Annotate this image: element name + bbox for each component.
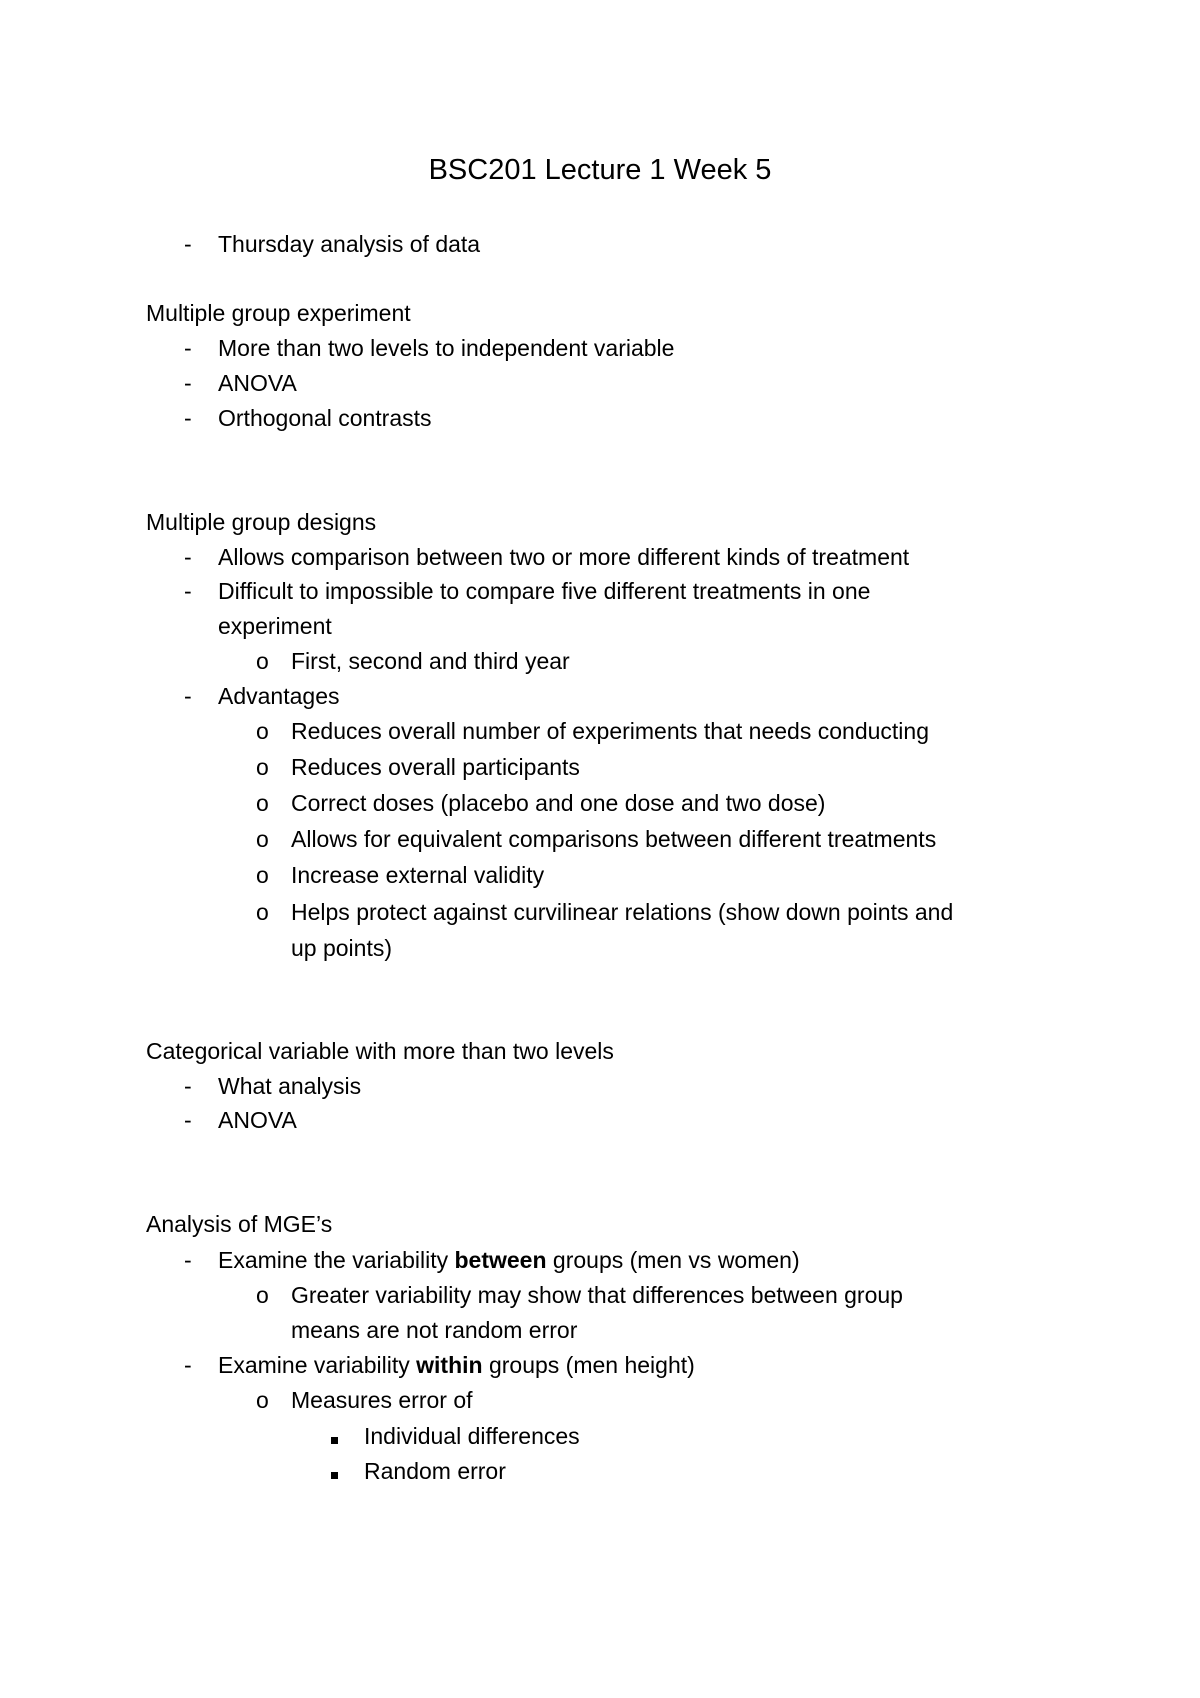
list-item — [364, 1421, 580, 1451]
list-item-text: Allows for equivalent comparisons between different treatments — [291, 826, 937, 852]
circle-bullet: o — [256, 862, 269, 888]
list-item-continuation: up points) — [291, 935, 393, 961]
dash-bullet: - — [184, 370, 192, 396]
list-item-text: Greater variability may show that differences between group — [291, 1282, 903, 1308]
list-item — [184, 681, 340, 711]
list-item — [184, 1245, 800, 1275]
list-item-text: Reduces overall number of experiments that needs conducting — [291, 718, 929, 744]
list-item — [256, 897, 954, 927]
circle-bullet: o — [256, 718, 269, 744]
list-item-continuation: experiment — [218, 613, 332, 639]
list-item-text: ANOVA — [218, 370, 297, 396]
list-item-text: More than two levels to independent variable — [218, 335, 675, 361]
circle-bullet: o — [256, 754, 269, 780]
list-item — [256, 752, 580, 782]
square-bullet-icon — [331, 1456, 367, 1486]
circle-bullet: o — [256, 648, 269, 674]
dash-bullet: - — [184, 231, 192, 257]
intro-text: Thursday analysis of data — [218, 231, 481, 257]
dash-bullet: - — [184, 578, 192, 604]
square-bullet-icon — [331, 1421, 367, 1451]
list-item-text: What analysis — [218, 1073, 362, 1099]
list-item — [184, 229, 481, 259]
list-item — [256, 646, 570, 676]
text-run: groups (men height) — [482, 1352, 695, 1378]
bold-text: within — [416, 1352, 483, 1378]
dash-bullet: - — [184, 544, 192, 570]
list-item-text — [218, 1352, 695, 1378]
list-item — [184, 368, 297, 398]
list-item — [184, 576, 871, 606]
list-item — [184, 542, 910, 572]
list-item — [184, 1105, 297, 1135]
list-item — [256, 1385, 473, 1415]
list-item-text: Individual differences — [364, 1423, 580, 1449]
dash-bullet: - — [184, 1107, 192, 1133]
dash-bullet: - — [184, 1352, 192, 1378]
list-item — [256, 716, 929, 746]
circle-bullet: o — [256, 826, 269, 852]
page-title: BSC201 Lecture 1 Week 5 — [428, 154, 772, 186]
dash-bullet: - — [184, 683, 192, 709]
list-item-text — [218, 1247, 800, 1273]
list-item-text: Increase external validity — [291, 862, 545, 888]
list-item-text: Orthogonal contrasts — [218, 405, 432, 431]
list-item — [184, 333, 675, 363]
list-item — [184, 403, 432, 433]
text-run: groups (men vs women) — [546, 1247, 800, 1273]
bold-text: between — [454, 1247, 547, 1273]
list-item — [256, 788, 826, 818]
list-item-text: Random error — [364, 1458, 506, 1484]
list-item — [256, 1280, 903, 1310]
list-item-text: Measures error of — [291, 1387, 473, 1413]
list-item — [364, 1456, 506, 1486]
section-heading: Categorical variable with more than two levels — [146, 1038, 614, 1064]
list-item-text: Advantages — [218, 683, 340, 709]
list-item-text: Difficult to impossible to compare five different treatments in one — [218, 578, 871, 604]
text-run: Examine the variability — [218, 1247, 455, 1273]
dash-bullet: - — [184, 405, 192, 431]
list-item-continuation: means are not random error — [291, 1317, 578, 1343]
list-item — [256, 860, 545, 890]
circle-bullet: o — [256, 1282, 269, 1308]
list-item-text: Reduces overall participants — [291, 754, 580, 780]
section-heading: Analysis of MGE’s — [146, 1211, 333, 1237]
circle-bullet: o — [256, 1387, 269, 1413]
list-item-text: Helps protect against curvilinear relations (show down points and — [291, 899, 954, 925]
dash-bullet: - — [184, 1247, 192, 1273]
list-item-text: First, second and third year — [291, 648, 570, 674]
dash-bullet: - — [184, 1073, 192, 1099]
circle-bullet: o — [256, 899, 269, 925]
circle-bullet: o — [256, 790, 269, 816]
dash-bullet: - — [184, 335, 192, 361]
list-item-text: Allows comparison between two or more different kinds of treatment — [218, 544, 910, 570]
list-item — [184, 1071, 362, 1101]
section-heading: Multiple group designs — [146, 509, 377, 535]
list-item-text: Correct doses (placebo and one dose and two dose) — [291, 790, 826, 816]
section-heading: Multiple group experiment — [146, 300, 411, 326]
list-item — [184, 1350, 695, 1380]
list-item-text: ANOVA — [218, 1107, 297, 1133]
text-run: Examine variability — [218, 1352, 417, 1378]
list-item — [256, 824, 937, 854]
